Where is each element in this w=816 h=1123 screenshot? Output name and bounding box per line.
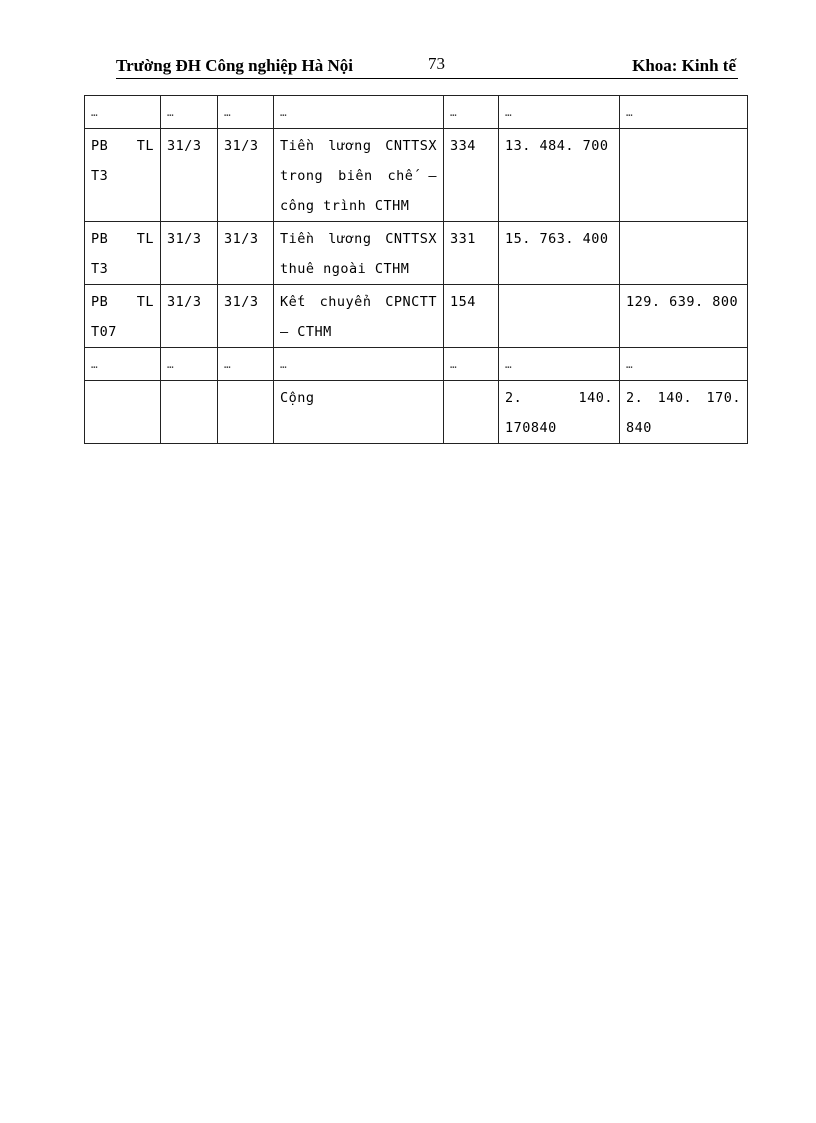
table-cell <box>620 222 748 285</box>
table-cell: … <box>620 96 748 129</box>
table-cell: … <box>85 96 161 129</box>
table-cell: … <box>85 348 161 381</box>
table-cell: Kết chuyển CPNCTT – CTHM <box>274 285 444 348</box>
table-cell: PB TL T3 <box>85 129 161 222</box>
page-header <box>116 54 738 79</box>
table-cell: 31/3 <box>218 129 274 222</box>
table-cell: 31/3 <box>218 222 274 285</box>
table-cell: 2. 140. 170. 840 <box>620 381 748 444</box>
header-school-name: Trường ĐH Công nghiệp Hà Nội <box>116 56 354 75</box>
table-row <box>85 222 748 285</box>
table-cell: … <box>161 348 218 381</box>
table-cell: … <box>444 348 499 381</box>
table-total-row <box>85 381 748 444</box>
table-cell: 129. 639. 800 <box>620 285 748 348</box>
table-cell: 331 <box>444 222 499 285</box>
table-cell: 15. 763. 400 <box>499 222 620 285</box>
ledger-table <box>84 95 748 444</box>
table-cell: 31/3 <box>161 285 218 348</box>
table-cell <box>620 129 748 222</box>
table-cell: 31/3 <box>161 129 218 222</box>
table-cell: Tiền lương CNTTSX trong biên chế – công trình CTHM <box>274 129 444 222</box>
table-row <box>85 348 748 381</box>
table-cell: … <box>620 348 748 381</box>
table-cell: 13. 484. 700 <box>499 129 620 222</box>
table-row <box>85 129 748 222</box>
table-cell: … <box>161 96 218 129</box>
table-cell: … <box>218 348 274 381</box>
table-cell <box>444 381 499 444</box>
table-cell: Cộng <box>274 381 444 444</box>
table-cell <box>499 285 620 348</box>
table-cell: 31/3 <box>161 222 218 285</box>
table-cell: 2. 140. 170840 <box>499 381 620 444</box>
table-cell: … <box>499 348 620 381</box>
table-row <box>85 285 748 348</box>
table-cell: 31/3 <box>218 285 274 348</box>
table-cell: 334 <box>444 129 499 222</box>
table-cell: 154 <box>444 285 499 348</box>
table-cell <box>85 381 161 444</box>
table-cell: … <box>274 96 444 129</box>
table-cell: … <box>274 348 444 381</box>
table-cell: PB TL T07 <box>85 285 161 348</box>
table-cell <box>161 381 218 444</box>
table-cell <box>218 381 274 444</box>
table-cell: Tiền lương CNTTSX thuê ngoài CTHM <box>274 222 444 285</box>
table-cell: PB TL T3 <box>85 222 161 285</box>
header-faculty: Khoa: Kinh tế <box>632 56 736 75</box>
table-row <box>85 96 748 129</box>
table-cell: … <box>444 96 499 129</box>
table-cell: … <box>218 96 274 129</box>
table-cell: … <box>499 96 620 129</box>
page-number: 73 <box>428 54 445 73</box>
